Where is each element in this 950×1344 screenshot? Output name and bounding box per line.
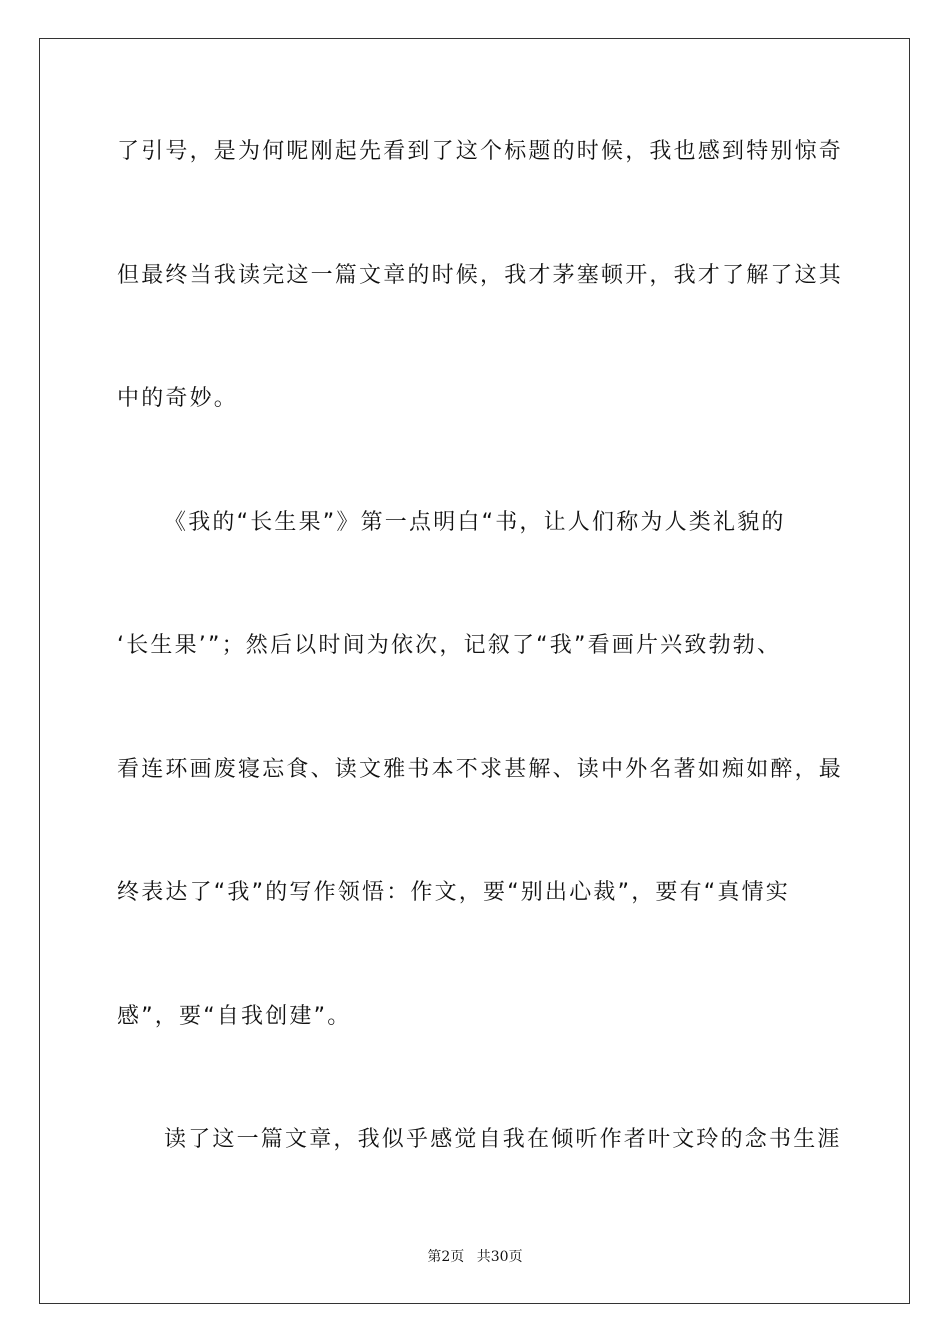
page-number: 第2页 bbox=[427, 1249, 465, 1265]
text-line-3: 中的奇妙。 bbox=[117, 386, 239, 411]
body-text bbox=[117, 120, 844, 1232]
text-line-9: 读了这一篇文章，我似乎感觉自我在倾听作者叶文玲的念书生涯 bbox=[164, 1127, 842, 1152]
text-line-4: 《我的“长生果”》第一点明白“书，让人们称为人类礼貌的 bbox=[164, 509, 786, 535]
text-line-8: 感”，要“自我创建”。 bbox=[117, 1003, 352, 1029]
text-line-1: 了引号，是为何呢刚起先看到了这个标题的时候，我也感到特别惊奇 bbox=[117, 139, 844, 164]
page-footer bbox=[0, 1246, 950, 1266]
page-total: 共30页 bbox=[476, 1249, 523, 1265]
text-line-2: 但最终当我读完这一篇文章的时候，我才茅塞顿开，我才了解了这其 bbox=[117, 262, 844, 288]
text-line-6: 看连环画废寝忘食、读文雅书本不求甚解、读中外名著如痴如醉，最 bbox=[117, 756, 844, 782]
text-line-7: 终表达了“我”的写作领悟：作文，要“别出心裁”，要有“真情实 bbox=[117, 880, 790, 905]
text-line-5: ‘长生果’”；然后以时间为依次，记叙了“我”看画片兴致勃勃、 bbox=[117, 633, 782, 658]
